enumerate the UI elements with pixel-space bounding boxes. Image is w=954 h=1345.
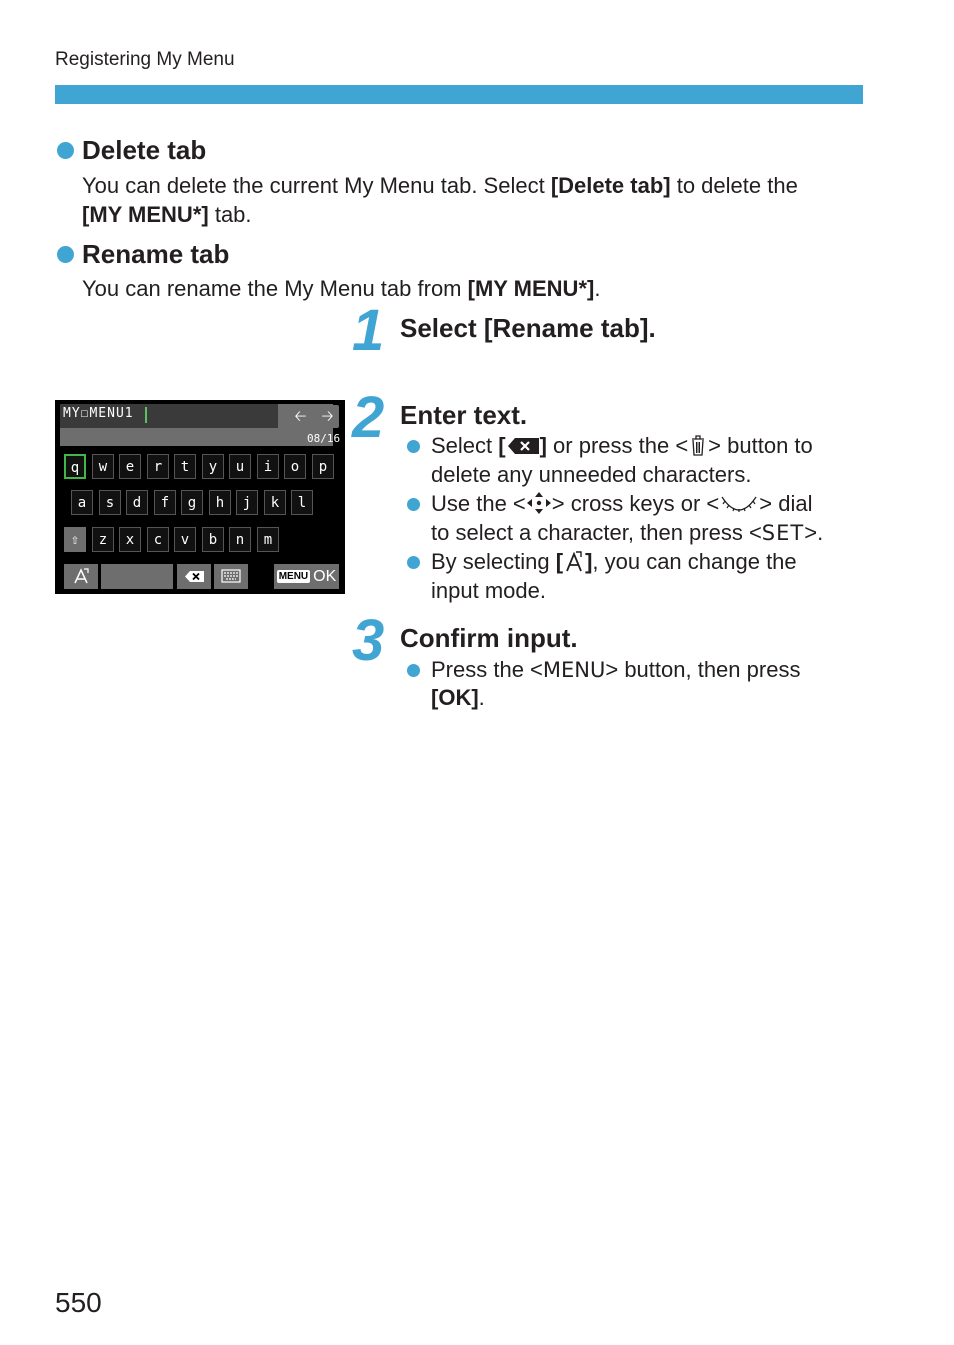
key[interactable]: a: [71, 490, 93, 515]
step1-title: Select [Rename tab].: [400, 313, 656, 343]
delete-tab-line2: [82, 200, 252, 229]
text: or press the <: [546, 433, 689, 458]
step-number: 1: [352, 298, 383, 363]
text: to select a character, then press <: [431, 520, 762, 545]
bullet-dot: [407, 664, 420, 677]
key[interactable]: z: [92, 527, 114, 552]
key[interactable]: d: [126, 490, 148, 515]
key[interactable]: p: [312, 454, 334, 479]
arrow-left-icon: 🡠: [294, 408, 307, 425]
step-number: 2: [352, 385, 383, 450]
set-button-label: SET: [761, 521, 805, 545]
text-bold: [: [555, 549, 564, 574]
bullet-dot: [57, 246, 74, 263]
key[interactable]: i: [257, 454, 279, 479]
key[interactable]: l: [291, 490, 313, 515]
menu-button-label: MENU: [542, 658, 606, 682]
delete-tab-heading: Delete tab: [82, 135, 207, 165]
key[interactable]: e: [119, 454, 141, 479]
key[interactable]: n: [229, 527, 251, 552]
page-number: 550: [55, 1287, 102, 1318]
shift-key[interactable]: [64, 527, 86, 552]
text: Press the <: [431, 657, 543, 682]
ok-label: OK: [313, 567, 337, 585]
step2-bullet2-line2: [431, 518, 823, 548]
text: Use the <: [431, 491, 526, 516]
step3-bullet1-line2: [431, 683, 485, 712]
rename-tab-heading: Rename tab: [82, 239, 230, 269]
backspace-button[interactable]: [177, 564, 211, 589]
key[interactable]: t: [174, 454, 196, 479]
text-bold: [Delete tab]: [550, 173, 671, 198]
key[interactable]: w: [92, 454, 114, 479]
cursor-right-button[interactable]: [316, 405, 339, 428]
key[interactable]: y: [202, 454, 224, 479]
step3-title: Confirm input.: [400, 623, 578, 653]
text: tab.: [208, 202, 252, 227]
keyboard-switch-button[interactable]: [214, 564, 248, 589]
text: You can delete the current My Menu tab. Select: [82, 173, 551, 198]
key[interactable]: b: [202, 527, 224, 552]
text: to delete the: [670, 173, 798, 198]
input-mode-icon: [563, 549, 585, 580]
input-mode-icon: [64, 564, 98, 589]
backspace-icon: [177, 564, 211, 589]
character-counter: 08/16: [307, 432, 341, 445]
text: > dial: [759, 491, 813, 516]
bullet-dot: [57, 142, 74, 159]
key[interactable]: x: [119, 527, 141, 552]
keyboard-icon: [214, 564, 248, 589]
header-title: Registering My Menu: [55, 49, 235, 70]
camera-keyboard-screen: [55, 400, 345, 594]
key[interactable]: c: [147, 527, 169, 552]
key[interactable]: k: [264, 490, 286, 515]
text: By selecting: [431, 549, 556, 574]
text: .: [594, 276, 601, 301]
text: Select: [431, 433, 499, 458]
step2-bullet3-line2: input mode.: [431, 578, 546, 603]
step3-bullet1-line1: [431, 655, 800, 685]
text-bold: [MY MENU*]: [82, 202, 209, 227]
rename-tab-line1: [82, 274, 600, 303]
step2-title: Enter text.: [400, 400, 528, 430]
bullet-dot: [407, 556, 420, 569]
text: > button to: [708, 433, 813, 458]
header-bar: [55, 85, 863, 104]
menu-badge: MENU: [278, 571, 309, 582]
space-key[interactable]: [101, 564, 173, 589]
text-cursor: [145, 407, 147, 423]
text: , you can change the: [592, 549, 797, 574]
step2-bullet1-line2: delete any unneeded characters.: [431, 462, 752, 487]
key[interactable]: q: [64, 454, 86, 479]
step-number: 3: [352, 608, 383, 673]
text-bold: [MY MENU*]: [467, 276, 595, 301]
key[interactable]: s: [99, 490, 121, 515]
shift-icon: ⇧: [70, 532, 80, 548]
text: You can rename the My Menu tab from: [82, 276, 468, 301]
key[interactable]: m: [257, 527, 279, 552]
key[interactable]: j: [236, 490, 258, 515]
key[interactable]: h: [209, 490, 231, 515]
name-input-value: MY☐MENU1: [63, 406, 134, 421]
text-bold: ]: [585, 549, 593, 574]
text: > cross keys or <: [551, 491, 720, 516]
name-input-area: [60, 428, 278, 446]
key[interactable]: f: [154, 490, 176, 515]
text: >.: [804, 520, 824, 545]
key[interactable]: o: [284, 454, 306, 479]
input-mode-button[interactable]: [64, 564, 98, 589]
bullet-dot: [407, 440, 420, 453]
cursor-left-button[interactable]: [289, 405, 312, 428]
text-bold: ]: [539, 433, 547, 458]
delete-tab-line1: [82, 171, 798, 200]
text: .: [478, 685, 485, 710]
text: > button, then press: [605, 657, 801, 682]
key[interactable]: g: [181, 490, 203, 515]
bullet-dot: [407, 498, 420, 511]
text-bold: [: [498, 433, 506, 458]
text-bold: [OK]: [431, 685, 479, 710]
key[interactable]: r: [147, 454, 169, 479]
arrow-right-icon: 🡢: [321, 408, 334, 425]
key[interactable]: v: [174, 527, 196, 552]
menu-ok-button[interactable]: [274, 564, 339, 589]
key[interactable]: u: [229, 454, 251, 479]
